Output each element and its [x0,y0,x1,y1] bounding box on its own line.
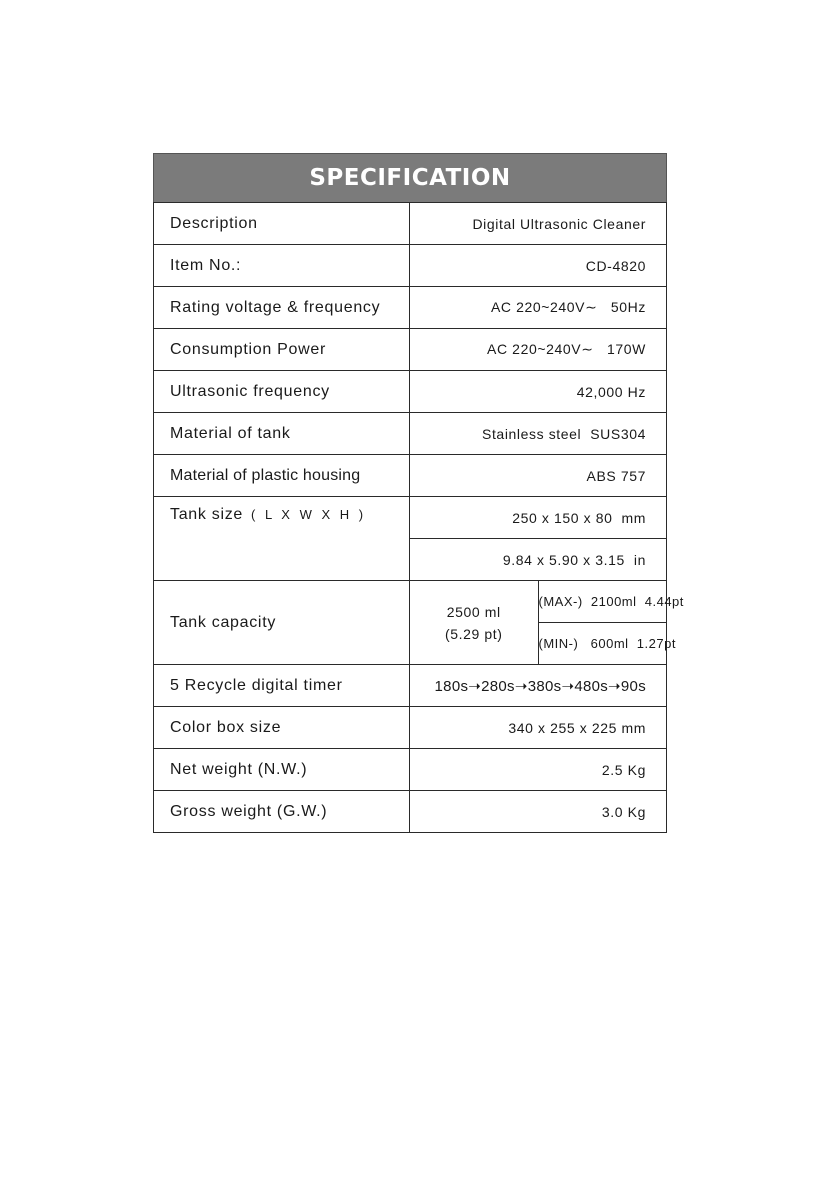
tank-capacity-total-pt: (5.29 pt) [444,625,503,642]
consumption-value: AC 220~240V∼ 170W [410,329,667,371]
table-row-net-weight [154,749,667,791]
tank-capacity-total-ml: 2500 ml [446,603,501,620]
tank-capacity-min: (MIN-) 600ml 1.27pt [538,623,667,665]
material-tank-label: Material of tank [154,413,410,455]
table-row-material-tank [154,413,667,455]
table-row-ultrasonic [154,371,667,413]
tank-capacity-label: Tank capacity [154,581,410,665]
item-no-label: Item No.: [154,245,410,287]
table-row-color-box [154,707,667,749]
table-row-gross-weight [154,791,667,833]
tank-size-in-value: 9.84 x 5.90 x 3.15 in [410,539,667,581]
specification-table [153,202,684,833]
gross-weight-value: 3.0 Kg [410,791,667,833]
tank-size-note: ( L X W X H ) [251,507,367,522]
net-weight-label: Net weight (N.W.) [154,749,410,791]
table-row-description [154,203,667,245]
ultrasonic-label: Ultrasonic frequency [154,371,410,413]
table-row-material-housing [154,455,667,497]
table-row-tank-size-mm [154,497,667,539]
rating-label: Rating voltage & frequency [154,287,410,329]
specification-title: SPECIFICATION [309,165,511,191]
material-tank-value: Stainless steel SUS304 [410,413,667,455]
material-housing-label: Material of plastic housing [154,455,410,497]
tank-capacity-total [410,581,539,665]
rating-value: AC 220~240V∼ 50Hz [410,287,667,329]
tank-size-label: Tank size [170,506,243,523]
gross-weight-label: Gross weight (G.W.) [154,791,410,833]
table-row-timer [154,665,667,707]
ultrasonic-value: 42,000 Hz [410,371,667,413]
color-box-label: Color box size [154,707,410,749]
table-row-item-no [154,245,667,287]
specification-table-wrapper [153,153,684,833]
table-row-consumption [154,329,667,371]
material-housing-value: ABS 757 [410,455,667,497]
tank-capacity-max: (MAX-) 2100ml 4.44pt [538,581,667,623]
tank-size-mm-value: 250 x 150 x 80 mm [410,497,667,539]
description-label: Description [154,203,410,245]
description-value: Digital Ultrasonic Cleaner [410,203,667,245]
item-no-value: CD-4820 [410,245,667,287]
table-row-tank-capacity-max [154,581,667,623]
color-box-value: 340 x 255 x 225 mm [410,707,667,749]
table-row-rating [154,287,667,329]
tank-size-label-cell [154,497,410,581]
timer-label: 5 Recycle digital timer [154,665,410,707]
timer-value: 180s➝280s➝380s➝480s➝90s [410,665,667,707]
consumption-label: Consumption Power [154,329,410,371]
specification-header [153,153,667,202]
net-weight-value: 2.5 Kg [410,749,667,791]
